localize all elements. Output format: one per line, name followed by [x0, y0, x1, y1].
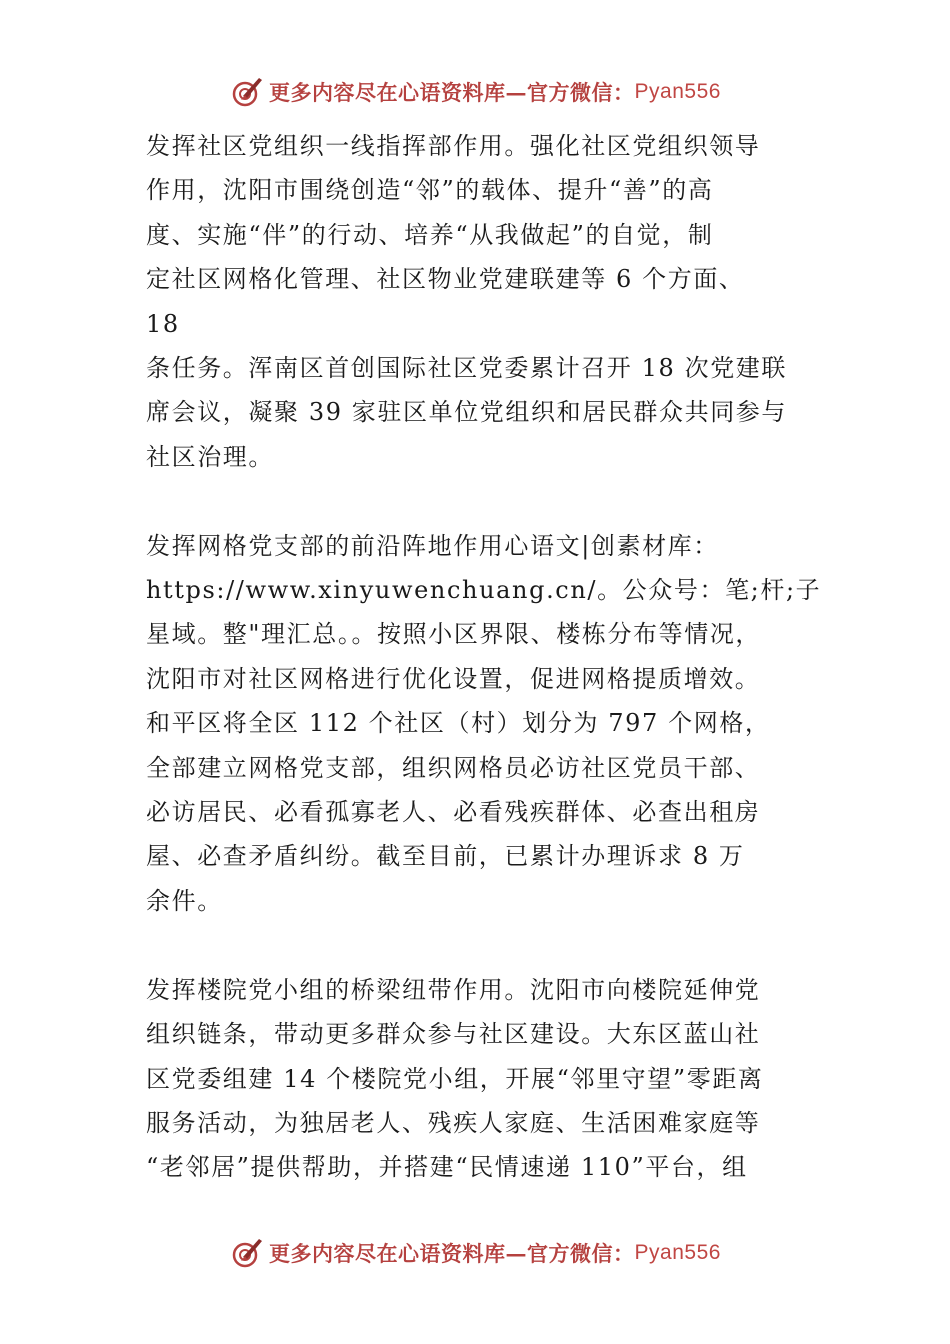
text-line: 屋、必查矛盾纠纷。截至目前，已累计办理诉求 8 万	[146, 842, 745, 871]
text-line: 区党委组建 14 个楼院党小组，开展“邻里守望”零距离	[146, 1064, 764, 1093]
text-line: 社区治理。	[146, 442, 274, 471]
header-wechat-id: Pyan556	[634, 80, 721, 103]
header-banner	[0, 70, 950, 114]
text-line: 星域。整"理汇总。。按照小区界限、楼栋分布等情况，	[146, 620, 762, 649]
quill-pen-logo-icon	[229, 74, 265, 110]
text-line: 度、实施“伴”的行动、培养“从我做起”的自觉，制	[146, 220, 714, 249]
text-line: https://www.xinyuwenchuang.cn/。公众号：笔;杆;子	[146, 576, 822, 605]
footer-banner	[0, 1231, 950, 1275]
text-line: 发挥网格党支部的前沿阵地作用心语文|创素材库：	[146, 531, 719, 560]
footer-banner-text: 更多内容尽在心语资料库—官方微信：	[269, 1241, 635, 1266]
text-line: 18	[146, 309, 180, 338]
header-banner-text: 更多内容尽在心语资料库—官方微信：	[269, 80, 635, 105]
paragraph-grid-branch	[146, 524, 822, 924]
paragraph-spacer	[146, 479, 816, 523]
text-line: “老邻居”提供帮助，并搭建“民情速递 110”平台，组	[146, 1153, 748, 1182]
text-line: 全部建立网格党支部，组织网格员必访社区党员干部、	[146, 753, 761, 782]
paragraph-spacer	[146, 923, 816, 967]
text-line: 定社区网格化管理、社区物业党建联建等 6 个方面、	[146, 265, 745, 294]
text-line: 服务活动，为独居老人、残疾人家庭、生活困难家庭等	[146, 1108, 761, 1137]
paragraph-building-group	[146, 968, 816, 1190]
text-line: 沈阳市对社区网格进行优化设置，促进网格提质增效。	[146, 664, 761, 693]
document-body	[146, 124, 822, 1190]
text-line: 作用，沈阳市围绕创造“邻”的载体、提升“善”的高	[146, 176, 714, 205]
text-line: 条任务。浑南区首创国际社区党委累计召开 18 次党建联	[146, 354, 787, 383]
quill-pen-logo-icon	[229, 1235, 265, 1271]
text-line: 发挥社区党组织一线指挥部作用。强化社区党组织领导	[146, 132, 761, 160]
text-line: 余件。	[146, 886, 223, 915]
paragraph-community-party	[146, 124, 816, 479]
footer-wechat-id: Pyan556	[634, 1241, 721, 1264]
text-line: 组织链条，带动更多群众参与社区建设。大东区蓝山社	[146, 1020, 761, 1049]
text-line: 必访居民、必看孤寡老人、必看残疾群体、必查出租房	[146, 798, 761, 827]
text-line: 发挥楼院党小组的桥梁纽带作用。沈阳市向楼院延伸党	[146, 975, 761, 1004]
text-line: 和平区将全区 112 个社区（村）划分为 797 个网格，	[146, 709, 771, 738]
text-line: 席会议，凝聚 39 家驻区单位党组织和居民群众共同参与	[146, 398, 787, 427]
